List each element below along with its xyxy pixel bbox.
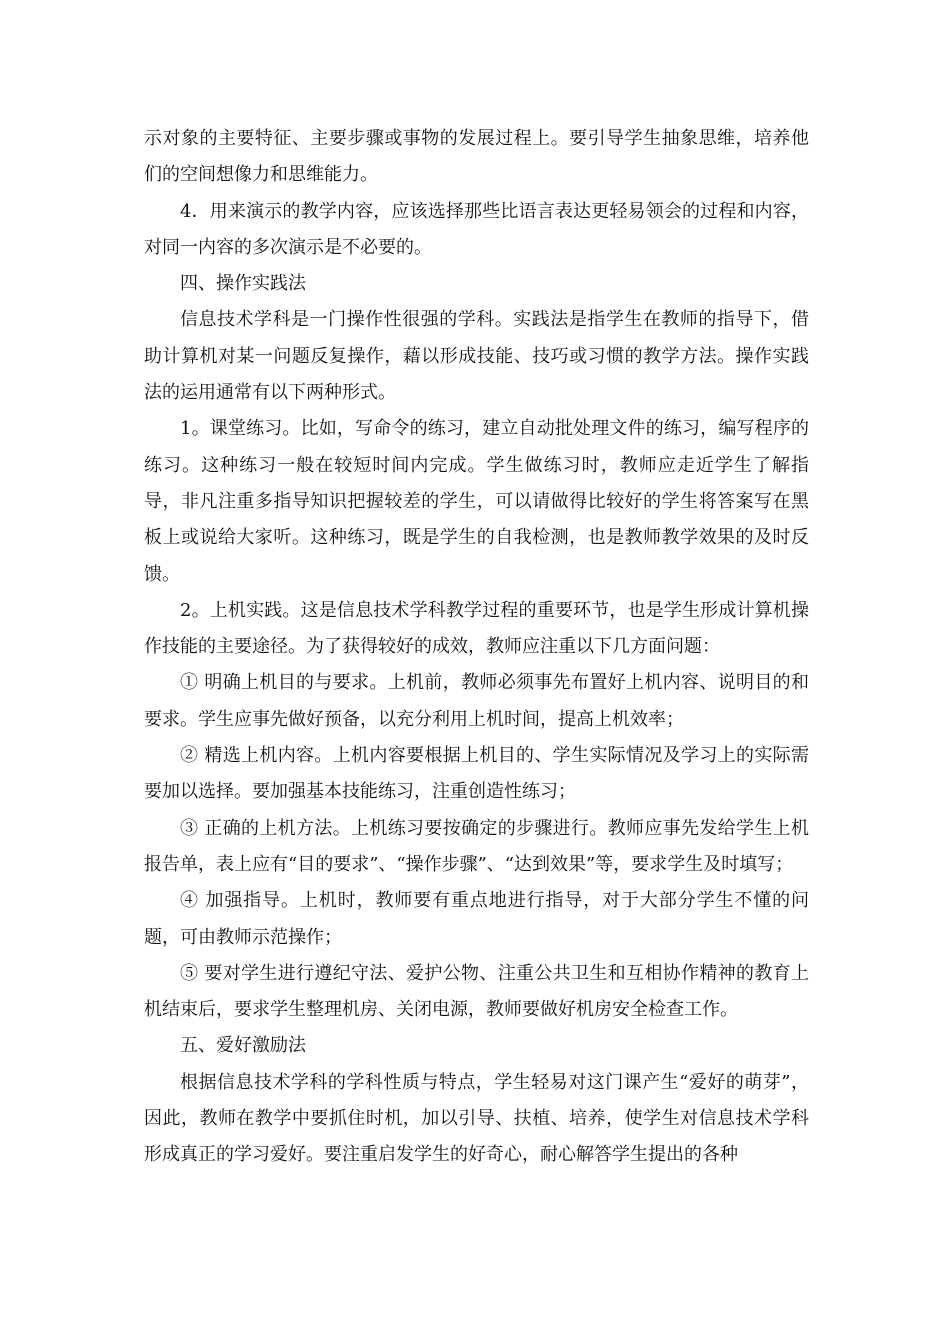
list-item-4: ④ 加强指导。上机时，教师要有重点地进行指导，对于大部分学生不懂的问题，可由教师示范操作； [144,890,809,948]
paragraph-1: 示对象的主要特征、主要步骤或事物的发展过程上。要引导学生抽象思维，培养他们的空间想像力和思维能力。 [144,128,809,186]
paragraph-3: 信息技术学科是一门操作性很强的学科。实践法是指学生在教师的指导下，借助计算机对某一问题反复操作，藉以形成技能、技巧或习惯的教学方法。操作实践法的运用通常有以下两种形式。 [144,309,809,404]
list-item-5: ⑤ 要对学生进行遵纪守法、爱护公物、注重公共卫生和互相协作精神的教育上机结束后，要求学生整理机房、关闭电源，教师要做好机房安全检查工作。 [144,962,809,1021]
paragraph-4: 1。课堂练习。比如，写命令的练习，建立自动批处理文件的练习，编写程序的练习。这种练习一般在较短时间内完成。学生做练习时，教师应走近学生了解指导，非凡注重多指导知识把握较差的学生，可以请做得比较好的学生将答案写在黑板上或说给大家听。这种练习，既是学生的自我检测，也是教师教学效果的及时反馈。 [144,418,809,585]
list-item-2: ② 精选上机内容。上机内容要根据上机目的、学生实际情况及学习上的实际需要加以选择。要加强基本技能练习，注重创造性练习； [144,745,809,803]
section-heading-4: 四、操作实践法 [180,273,306,295]
paragraph-6: 根据信息技术学科的学科性质与特点，学生轻易对这门课产生“爱好的萌芽”，因此，教师在教学中要抓住时机，加以引导、扶植、培养，使学生对信息技术学科形成真正的学习爱好。要注重启发学生的好奇心，耐心解答学生提出的各种 [144,1071,809,1166]
section-heading-5: 五、爱好激励法 [180,1035,306,1057]
paragraph-2: 4．用来演示的教学内容，应该选择那些比语言表达更轻易领会的过程和内容，对同一内容的多次演示是不必要的。 [144,200,809,258]
paragraph-5: 2。上机实践。这是信息技术学科教学过程的重要环节，也是学生形成计算机操作技能的主要途径。为了获得较好的成效，教师应注重以下几方面问题： [144,599,809,658]
list-item-3: ③ 正确的上机方法。上机练习要按确定的步骤进行。教师应事先发给学生上机报告单，表上应有“目的要求”、“操作步骤”、“达到效果”等，要求学生及时填写； [144,817,809,875]
list-item-1: ① 明确上机目的与要求。上机前，教师必须事先布置好上机内容、说明目的和要求。学生应事先做好预备，以充分利用上机时间，提高上机效率； [144,672,809,730]
document-body [144,121,809,1174]
